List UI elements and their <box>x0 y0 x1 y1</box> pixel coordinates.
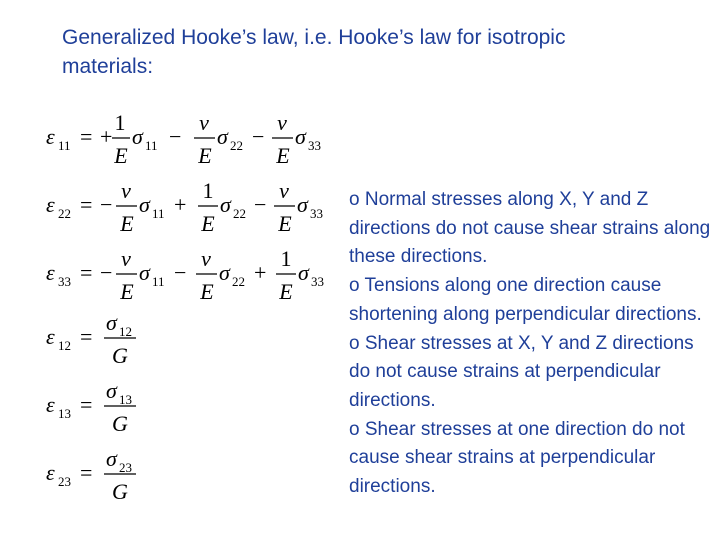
epsilon-symbol: ε <box>46 324 55 349</box>
sigma-subscript: 11 <box>152 206 165 221</box>
note-item: o Shear stresses at one direction do not cause shear strains at perpendicular directions. <box>349 418 685 498</box>
epsilon-symbol: ε <box>46 392 55 417</box>
fraction-3-numerator: ν <box>279 178 289 203</box>
fraction-3-denominator: E <box>278 211 292 236</box>
sign-2: − <box>174 260 187 285</box>
equals-sign: = <box>80 460 93 485</box>
fraction-2-numerator: ν <box>201 246 211 271</box>
fraction-denominator: G <box>112 411 128 436</box>
equation-epsilon-22 <box>44 178 344 242</box>
epsilon-symbol: ε <box>46 460 55 485</box>
fraction-1-denominator: E <box>120 279 134 304</box>
equation-epsilon-12 <box>44 310 344 374</box>
equation-epsilon-23 <box>44 446 344 510</box>
note-item: o Normal stresses along X, Y and Z directions do not cause shear strains along these directions. <box>349 189 711 268</box>
fraction-3-numerator: 1 <box>280 246 292 271</box>
lhs-subscript: 11 <box>58 138 71 153</box>
sigma-subscript: 11 <box>145 138 158 153</box>
sigma-symbol: σ <box>220 192 231 217</box>
sigma-subscript: 22 <box>230 138 243 153</box>
sign-2: − <box>169 124 182 149</box>
sigma-symbol: σ <box>295 124 306 149</box>
sign-2: + <box>174 192 187 217</box>
sigma-symbol: σ <box>106 378 117 403</box>
sigma-symbol: σ <box>219 260 230 285</box>
numerator-subscript: 12 <box>119 324 132 339</box>
fraction-1-numerator: ν <box>121 178 131 203</box>
fraction-1-numerator: 1 <box>114 110 126 135</box>
sigma-symbol: σ <box>298 260 309 285</box>
equation-epsilon-11 <box>44 110 344 174</box>
sigma-symbol: σ <box>297 192 308 217</box>
sigma-subscript: 33 <box>310 206 323 221</box>
sign-1: + <box>100 124 113 149</box>
sign-3: − <box>254 192 267 217</box>
note-item: o Tensions along one direction cause shortening along perpendicular directions. <box>349 275 702 325</box>
epsilon-symbol: ε <box>46 124 55 149</box>
lhs-subscript: 22 <box>58 206 71 221</box>
sigma-symbol: σ <box>217 124 228 149</box>
fraction-3-denominator: E <box>276 143 290 168</box>
lhs-subscript: 23 <box>58 474 71 489</box>
fraction-2-numerator: ν <box>199 110 209 135</box>
fraction-1-denominator: E <box>120 211 134 236</box>
epsilon-symbol: ε <box>46 192 55 217</box>
sigma-symbol: σ <box>139 192 150 217</box>
sigma-symbol: σ <box>106 446 117 471</box>
fraction-1-denominator: E <box>114 143 128 168</box>
note-item: o Shear stresses at X, Y and Z directions do not cause strains at perpendicular directions. <box>349 332 694 411</box>
lhs-subscript: 13 <box>58 406 71 421</box>
equals-sign: = <box>80 392 93 417</box>
sign-1: − <box>100 192 113 217</box>
sigma-subscript: 22 <box>233 206 246 221</box>
sigma-symbol: σ <box>139 260 150 285</box>
hookes-law-equations <box>44 110 344 530</box>
fraction-3-numerator: ν <box>277 110 287 135</box>
sign-3: − <box>252 124 265 149</box>
sign-1: − <box>100 260 113 285</box>
sigma-subscript: 33 <box>308 138 321 153</box>
sigma-symbol: σ <box>132 124 143 149</box>
fraction-1-numerator: ν <box>121 246 131 271</box>
lhs-subscript: 12 <box>58 338 71 353</box>
lhs-subscript: 33 <box>58 274 71 289</box>
fraction-2-denominator: E <box>200 279 214 304</box>
equals-sign: = <box>80 124 93 149</box>
equation-epsilon-33 <box>44 246 344 310</box>
numerator-subscript: 23 <box>119 460 132 475</box>
fraction-2-denominator: E <box>201 211 215 236</box>
equals-sign: = <box>80 192 93 217</box>
equals-sign: = <box>80 324 93 349</box>
fraction-2-numerator: 1 <box>202 178 214 203</box>
fraction-2-denominator: E <box>198 143 212 168</box>
sigma-subscript: 22 <box>232 274 245 289</box>
notes-list <box>349 186 713 502</box>
sigma-subscript: 33 <box>311 274 324 289</box>
sigma-symbol: σ <box>106 310 117 335</box>
sign-3: + <box>254 260 267 285</box>
slide-title: Generalized Hooke’s law, i.e. Hooke’s law for isotropic materials: <box>62 26 566 78</box>
epsilon-symbol: ε <box>46 260 55 285</box>
equals-sign: = <box>80 260 93 285</box>
sigma-subscript: 11 <box>152 274 165 289</box>
fraction-denominator: G <box>112 343 128 368</box>
fraction-denominator: G <box>112 479 128 504</box>
fraction-3-denominator: E <box>279 279 293 304</box>
numerator-subscript: 13 <box>119 392 132 407</box>
equation-epsilon-13 <box>44 378 344 442</box>
